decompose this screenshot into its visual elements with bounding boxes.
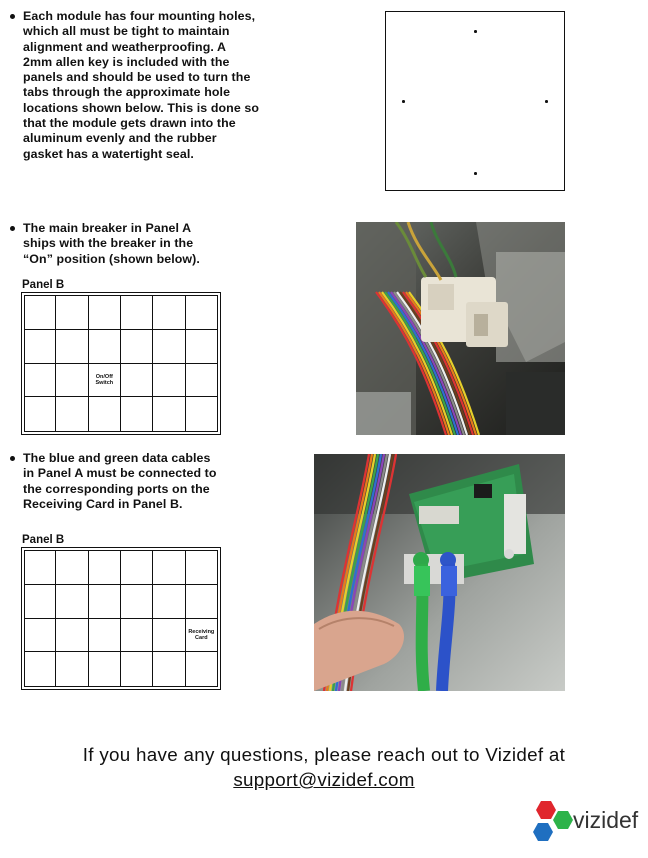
grid-cell — [186, 585, 218, 619]
grid-cell — [121, 619, 153, 653]
on-off-switch-cell — [89, 364, 121, 398]
grid-cell — [186, 551, 218, 585]
bullet-icon — [10, 14, 15, 19]
grid-cell — [89, 397, 121, 431]
grid-cell — [56, 330, 88, 364]
grid-cell — [89, 585, 121, 619]
grid-cell — [186, 652, 218, 686]
section-data-cables — [10, 451, 250, 512]
mounting-hole-right — [545, 100, 548, 103]
mounting-hole-top — [474, 30, 477, 33]
mounting-hole-bottom — [474, 172, 477, 175]
section-mounting-holes — [10, 9, 280, 162]
grid-cell — [186, 364, 218, 398]
grid-cell — [153, 397, 185, 431]
section-main-breaker — [10, 221, 240, 267]
mounting-holes-text: Each module has four mounting holes, which all must be tight to maintain alignment and weatherproofing. A 2mm allen key is included with the panels and should be used to turn the tabs through the approximate hole locations shown below. This is done so that the module gets drawn into the aluminum evenly and the rubber gasket has a watertight seal. — [23, 9, 260, 161]
receiving-card-label: Receiving Card — [188, 628, 215, 641]
grid-cell — [56, 364, 88, 398]
vizidef-logo — [527, 799, 645, 849]
grid-cell — [89, 551, 121, 585]
grid-cell — [56, 397, 88, 431]
logo-wordmark: vizidef — [573, 807, 639, 833]
grid-cell — [56, 551, 88, 585]
panel-b-grid-receiving — [21, 547, 221, 690]
grid-cell — [186, 330, 218, 364]
grid-cell — [153, 551, 185, 585]
on-off-switch-label: On/Off Switch — [95, 373, 114, 386]
grid-cell — [89, 296, 121, 330]
module-hole-diagram — [385, 11, 565, 191]
hexagon-logo-icon — [527, 799, 575, 849]
footer-question-line: If you have any questions, please reach out to Vizidef at — [82, 744, 566, 765]
grid-cell — [56, 652, 88, 686]
bullet-icon — [10, 226, 15, 231]
grid-cell — [153, 585, 185, 619]
data-cables-photo — [314, 454, 565, 691]
grid-cell — [24, 585, 56, 619]
panel-b-label-2: Panel B — [22, 534, 65, 546]
grid-cell — [153, 652, 185, 686]
grid-cell — [24, 397, 56, 431]
grid-cell — [56, 296, 88, 330]
grid-cell — [153, 330, 185, 364]
main-breaker-text: The main breaker in Panel A ships with the breaker in the “On” position (shown below). — [23, 221, 200, 266]
breaker-photo — [356, 222, 565, 435]
bullet-icon — [10, 456, 15, 461]
grid-cell — [89, 330, 121, 364]
data-cables-text: The blue and green data cables in Panel A must be connected to the corresponding ports on the Receiving Card in Panel B. — [23, 451, 217, 511]
grid-cell — [89, 652, 121, 686]
grid-cell — [186, 296, 218, 330]
grid-cell — [153, 296, 185, 330]
grid-cell — [24, 619, 56, 653]
grid-cell — [56, 619, 88, 653]
grid-cell — [153, 619, 185, 653]
grid-cell — [121, 364, 153, 398]
grid-cell — [121, 397, 153, 431]
support-email-link[interactable] — [0, 769, 648, 791]
mounting-hole-left — [402, 100, 405, 103]
receiving-card-cell — [186, 619, 218, 653]
grid-cell — [186, 397, 218, 431]
grid-cell — [121, 551, 153, 585]
grid-cell — [24, 330, 56, 364]
grid-cell — [56, 585, 88, 619]
grid-cell — [24, 364, 56, 398]
support-email[interactable]: support@vizidef.com — [233, 769, 415, 790]
grid-cell — [121, 585, 153, 619]
grid-cell — [121, 330, 153, 364]
panel-b-label-1: Panel B — [22, 279, 65, 291]
grid-cell — [24, 296, 56, 330]
grid-cell — [121, 296, 153, 330]
grid-cell — [24, 652, 56, 686]
grid-cell — [121, 652, 153, 686]
grid-cell — [24, 551, 56, 585]
grid-cell — [153, 364, 185, 398]
panel-b-grid-breaker — [21, 292, 221, 435]
grid-cell — [89, 619, 121, 653]
